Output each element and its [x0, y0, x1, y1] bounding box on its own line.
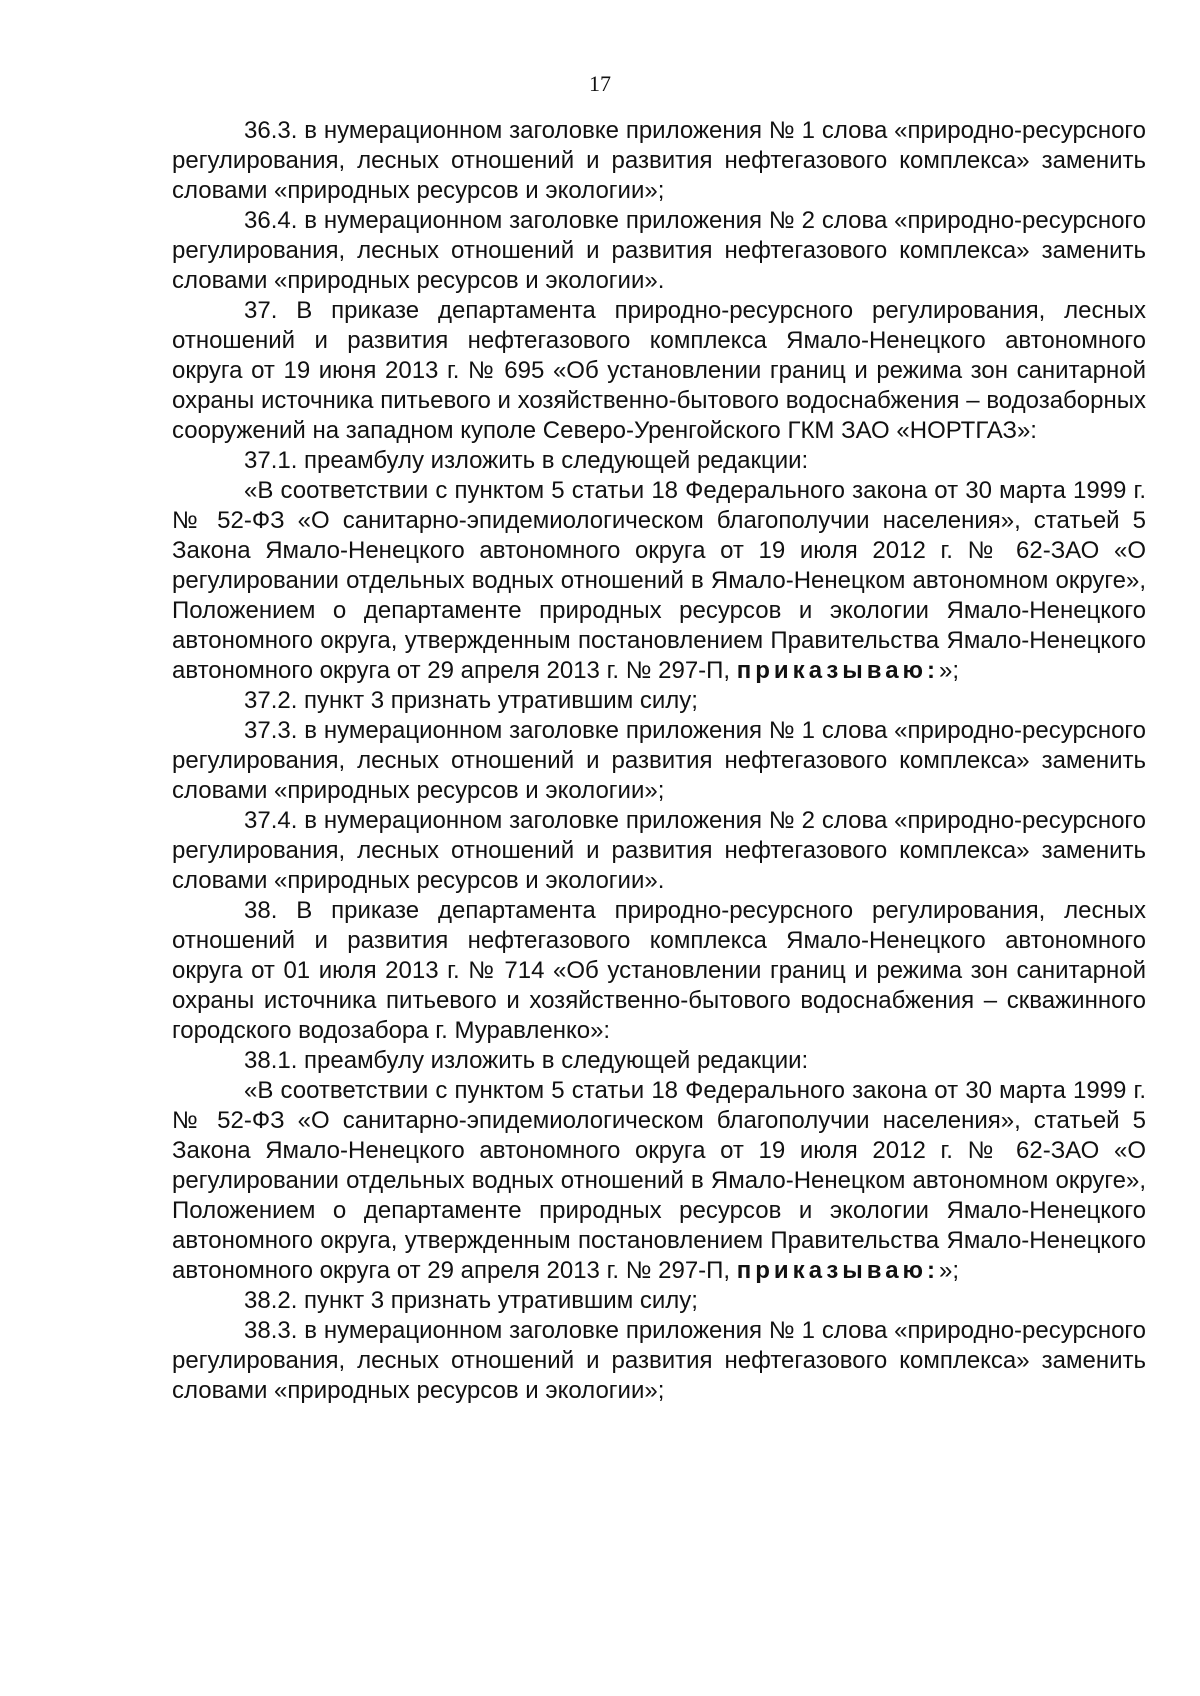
- paragraph-37: [172, 296, 1146, 446]
- paragraph-text: 37.3. в нумерационном заголовке приложения № 1 слова «природно-ресурсного регулирования, лесных отношений и развития нефтегазового комплекса» заменить словами «природных ресурсов и экологии»;: [172, 717, 1146, 804]
- paragraph-text: 37.1. преамбулу изложить в следующей редакции:: [244, 447, 809, 474]
- paragraph-text: 37. В приказе департамента природно-ресурсного регулирования, лесных отношений и развития нефтегазового комплекса Ямало-Ненецкого автономного округа от 19 июня 2013 г. № 695 «Об установлении границ и режима зон санитарной охраны источника питьевого и хозяйственно-бытового водоснабжения – водозаборных сооружений на западном куполе Северо-Уренгойского ГКМ ЗАО «НОРТГАЗ»:: [172, 297, 1146, 444]
- paragraph-38-preamble-quote: [172, 1076, 1146, 1286]
- page-number: 17: [589, 71, 611, 96]
- paragraph-37-4: [172, 806, 1146, 896]
- paragraph-text: 37.2. пункт 3 признать утратившим силу;: [244, 687, 698, 714]
- paragraph-text: 38.2. пункт 3 признать утратившим силу;: [244, 1287, 698, 1314]
- paragraph-37-2: [172, 686, 1146, 716]
- paragraph-37-3: [172, 716, 1146, 806]
- paragraph-text: 38. В приказе департамента природно-ресурсного регулирования, лесных отношений и развития нефтегазового комплекса Ямало-Ненецкого автономного округа от 01 июля 2013 г. № 714 «Об установлении границ и режима зон санитарной охраны источника питьевого и хозяйственно-бытового водоснабжения – скважинного городского водозабора г. Муравленко»:: [172, 897, 1146, 1044]
- paragraph-text: «В соответствии с пунктом 5 статьи 18 Федерального закона от 30 марта 1999 г. № 52-ФЗ «О санитарно-эпидемиологическом благополучии населения», статьей 5 Закона Ямало-Ненецкого автономного округа от 19 июля 2012 г. № 62-ЗАО «О регулировании отдельных водных отношений в Ямало-Ненецком автономном округе», Положением о департаменте природных ресурсов и экологии Ямало-Ненецкого автономного округа, утвержденным постановлением Правительства Ямало-Ненецкого автономного округа от 29 апреля 2013 г. № 297-П,: [172, 1077, 1146, 1284]
- paragraph-36-4: [172, 206, 1146, 296]
- emphasized-order-word: приказываю:: [736, 1257, 940, 1284]
- paragraph-37-preamble-quote: [172, 476, 1146, 686]
- paragraph-38-2: [172, 1286, 1146, 1316]
- paragraph-text: 38.3. в нумерационном заголовке приложения № 1 слова «природно-ресурсного регулирования, лесных отношений и развития нефтегазового комплекса» заменить словами «природных ресурсов и экологии»;: [172, 1317, 1146, 1404]
- document-body: [172, 116, 1146, 1406]
- paragraph-38-3: [172, 1316, 1146, 1406]
- paragraph-tail: »;: [939, 657, 960, 684]
- paragraph-text: 37.4. в нумерационном заголовке приложения № 2 слова «природно-ресурсного регулирования, лесных отношений и развития нефтегазового комплекса» заменить словами «природных ресурсов и экологии».: [172, 807, 1146, 894]
- paragraph-37-1: [172, 446, 1146, 476]
- emphasized-order-word: приказываю:: [736, 657, 940, 684]
- paragraph-38-1: [172, 1046, 1146, 1076]
- paragraph-text: 38.1. преамбулу изложить в следующей редакции:: [244, 1047, 809, 1074]
- paragraph-text: 36.3. в нумерационном заголовке приложения № 1 слова «природно-ресурсного регулирования, лесных отношений и развития нефтегазового комплекса» заменить словами «природных ресурсов и экологии»;: [172, 117, 1146, 204]
- paragraph-tail: »;: [939, 1257, 960, 1284]
- paragraph-38: [172, 896, 1146, 1046]
- paragraph-text: «В соответствии с пунктом 5 статьи 18 Федерального закона от 30 марта 1999 г. № 52-ФЗ «О санитарно-эпидемиологическом благополучии населения», статьей 5 Закона Ямало-Ненецкого автономного округа от 19 июля 2012 г. № 62-ЗАО «О регулировании отдельных водных отношений в Ямало-Ненецком автономном округе», Положением о департаменте природных ресурсов и экологии Ямало-Ненецкого автономного округа, утвержденным постановлением Правительства Ямало-Ненецкого автономного округа от 29 апреля 2013 г. № 297-П,: [172, 477, 1146, 684]
- paragraph-text: 36.4. в нумерационном заголовке приложения № 2 слова «природно-ресурсного регулирования, лесных отношений и развития нефтегазового комплекса» заменить словами «природных ресурсов и экологии».: [172, 207, 1146, 294]
- paragraph-36-3: [172, 116, 1146, 206]
